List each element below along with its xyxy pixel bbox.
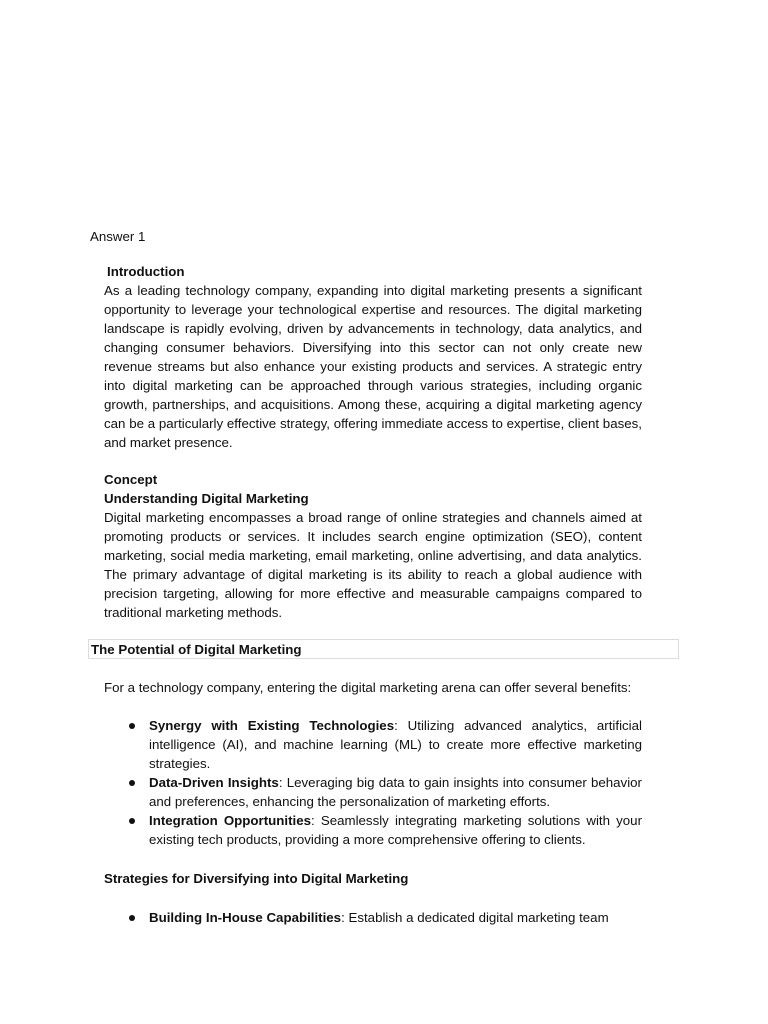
bullet-term: Synergy with Existing Technologies — [149, 718, 395, 733]
potential-heading: The Potential of Digital Marketing — [91, 642, 302, 657]
concept-subheading: Understanding Digital Marketing — [104, 491, 309, 506]
list-item — [104, 716, 642, 773]
introduction-section — [104, 281, 642, 452]
answer-label: Answer 1 — [90, 229, 146, 244]
potential-heading-box — [88, 639, 679, 659]
potential-intro — [104, 678, 642, 697]
bullet-term: Data-Driven Insights — [149, 775, 279, 790]
bullet-term: Integration Opportunities — [149, 813, 312, 828]
bullet-text: : Establish a dedicated digital marketing team — [341, 910, 609, 925]
bullet-text: : Leveraging big data to gain insights into consumer behavior and preferences, enhancing the personalization of marketing efforts. — [149, 775, 642, 809]
bullet-text: : Seamlessly integrating marketing solutions with your existing tech products, providing a more comprehensive offering to clients. — [149, 813, 642, 847]
introduction-heading: Introduction — [107, 264, 185, 279]
strategies-heading: Strategies for Diversifying into Digital Marketing — [104, 871, 409, 886]
potential-intro-paragraph: For a technology company, entering the digital marketing arena can offer several benefits: — [104, 680, 632, 695]
concept-heading: Concept — [104, 472, 158, 487]
concept-paragraph: Digital marketing encompasses a broad range of online strategies and channels aimed at promoting products or services. It includes search engine optimization (SEO), content marketing, social media marketing, email marketing, online advertising, and data analytics. The primary advantage of digital marketing is its ability to reach a global audience with precision targeting, allowing for more effective and measurable campaigns compared to traditional marketing methods. — [104, 510, 642, 620]
potential-bullet-list — [104, 716, 642, 849]
bullet-term: Building In-House Capabilities — [149, 910, 342, 925]
bullet-text: : Utilizing advanced analytics, artificial intelligence (AI), and machine learning (ML) to create more effective marketing strategies. — [149, 718, 642, 771]
introduction-paragraph: As a leading technology company, expanding into digital marketing presents a significant opportunity to leverage your technological expertise and resources. The digital marketing landscape is rapidly evolving, driven by advancements in technology, data analytics, and changing consumer behaviors. Diversifying into this sector can not only create new revenue streams but also enhance your existing products and services. A strategic entry into digital marketing can be approached through various strategies, including organic growth, partnerships, and acquisitions. Among these, acquiring a digital marketing agency can be a particularly effective strategy, offering immediate access to expertise, client bases, and market presence. — [104, 283, 642, 450]
list-item — [104, 773, 642, 811]
bullet-icon — [129, 780, 135, 786]
concept-section — [104, 470, 642, 622]
list-item — [104, 811, 642, 849]
bullet-icon — [129, 723, 135, 729]
strategies-bullet-list — [104, 908, 642, 927]
bullet-icon — [129, 818, 135, 824]
list-item — [104, 908, 642, 927]
bullet-icon — [129, 915, 135, 921]
